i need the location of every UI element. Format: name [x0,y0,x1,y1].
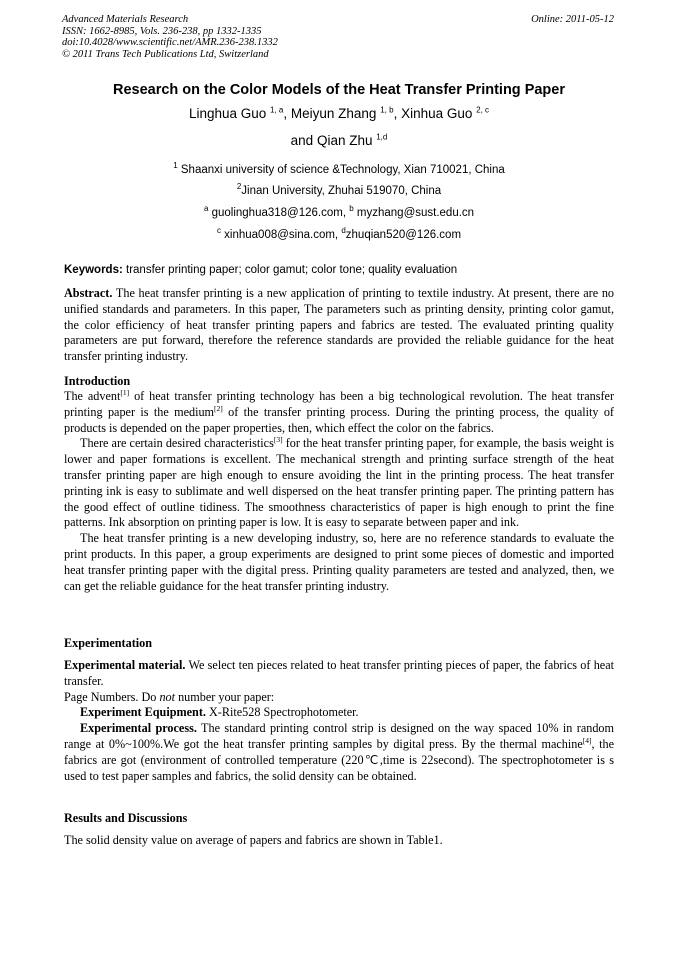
author-name: Qian Zhu [316,133,373,148]
email-address: myzhang@sust.edu.cn [356,207,475,219]
affiliation-sup: 2 [236,182,242,192]
results-body [64,833,614,849]
citation: [4] [582,735,592,745]
email-sup: b [349,204,354,214]
author-name: Xinhua Guo [401,106,473,121]
author-sup: 1, a [270,105,284,115]
experimentation-body [64,658,614,784]
section-heading-introduction: Introduction [64,374,131,388]
author-line-1: Linghua Guo $^{1, a}$, Meiyun Zhang $^{1, b}$, Xinhua Guo $^{2, c}$ [188,105,490,121]
email-sup: d [341,226,346,236]
paragraph: The solid density value on average of papers and fabrics are shown in Table1. [64,833,443,847]
paragraph: Experimental process. The standard printing control strip is designed on the way spaced 10% in random range at 0%~100%.We got the heat transfer printing samples by digital press. By the thermal machine[4], the fabrics are got (environment of controlled temperature (220℃,time is 22second). The spectrophotometer is s used to test paper samples and fabrics, the solid density can be obtained. [64,721,615,783]
email-sup: c [216,226,221,236]
paragraph: Page Numbers. Do not number your paper: [64,689,275,704]
affiliation-1 [0,161,678,176]
journal-name: Advanced Materials Research [62,14,189,25]
author-sup: 1, b [380,105,394,115]
keywords-text: transfer printing paper; color gamut; color tone; quality evaluation [126,264,458,276]
keywords-label: Keywords: [64,264,123,276]
email-line-2 [0,226,678,241]
introduction-body [64,389,614,594]
email-address: guolinghua318@126.com, [211,207,347,219]
email-address: zhuqian520@126.com [345,229,462,241]
author-name: Linghua Guo [188,106,267,121]
author-name: Meiyun Zhang [290,106,377,121]
affiliation-text: Jinan University, Zhuhai 519070, China [241,185,442,197]
citation: [1] [120,387,130,397]
doi-line: doi:10.4028/www.scientific.net/AMR.236-238.1332 [62,37,278,48]
email-sup: a [203,204,209,214]
paper-title: Research on the Color Models of the Heat Transfer Printing Paper [112,82,565,98]
email-address: xinhua008@sina.com, [224,229,339,241]
author-line-2 [0,133,678,148]
citation: [3] [273,435,283,445]
journal-header [62,14,278,60]
abstract-label: Abstract. [64,286,113,300]
section-heading-results: Results and Discussions [64,811,188,825]
author-sup: 2, c [476,105,490,115]
abstract-text: The heat transfer printing is a new application of printing to textile industry. At present, there are no unified standards and parameters. In this paper, The parameters such as printing density, printing color gamut, the color efficiency of heat transfer printing papers and fabrics are tested. The evaluated printing quality parameters are put forward, therefore the reference standards are provided the reliable guidance for the heat transfer printing industry. [64,286,615,364]
paragraph: The heat transfer printing is a new developing industry, so, here are no reference standards to evaluate the print products. In this paper, a group experiments are designed to print some pieces of domestic and imported heat transfer printing paper with the digital press. Printing quality parameters are tested and analyzed, then, we can get the reliable guidance for the heat transfer printing industry. [64,531,614,593]
abstract [64,286,614,365]
paragraph: The advent[1] of heat transfer printing technology has been a big technological revolution. The heat transfer printing paper is the medium[2] of the transfer printing process. During the printing process, the quality of products is depended on the paper properties, then, which effect the color on the fabrics. [64,387,615,435]
online-date: Online: 2011-05-12 [531,14,614,25]
paragraph: Experiment Equipment. X-Rite528 Spectrophotometer. [80,705,359,720]
paragraph: Experimental material. We select ten pieces related to heat transfer printing pieces of paper, the fabrics of heat transfer. [64,658,615,688]
copyright-line: © 2011 Trans Tech Publications Ltd, Switzerland [62,48,269,60]
affiliation-2 [0,182,678,197]
author-and: and [290,133,314,148]
issn-line: ISSN: 1662-8985, Vols. 236-238, pp 1332-1335 [62,25,262,37]
paragraph: There are certain desired characteristics[3] for the heat transfer printing paper, for example, the basis weight is lower and paper formations is excellent. The mechanical strength and printing surface strength of the heat transfer printing paper are high enough to ensure avoiding the lint in the printing process. The heat transfer printing ink is easy to sublimate and well dispersed on the heat transfer printing paper. The printing pattern has the good effect of outline tidiness. The smoothness characteristics of paper is high enough to print the fine patterns. Ink absorption on printing paper is low. It is easy to separate between paper and ink. [64,435,615,530]
affiliation-sup: 1 [173,161,178,171]
citation: [2] [214,403,223,413]
email-line-1 [0,204,678,219]
section-heading-experimentation: Experimentation [64,636,153,650]
keywords [64,264,616,276]
affiliation-text: Shaanxi university of science &Technology, Xian 710021, China [180,164,505,176]
author-sup: 1,d [376,132,388,142]
